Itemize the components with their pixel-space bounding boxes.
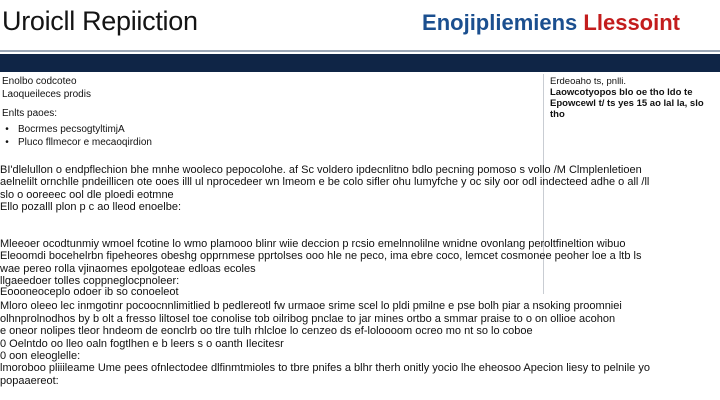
intro-line-1: Enolbo codcoteo bbox=[2, 76, 77, 87]
paragraph-3-line-7: lmoroboo pliiileame Ume pees ofnlectodee dlfinmtmioles to tbre pnifes a blhr therh onitly yocio lhe eheosoo Apecion liesy to pelnile yo bbox=[0, 362, 650, 375]
paragraph-3-line-1: Eoooneoceplo odoer ib so conoeleot bbox=[0, 286, 179, 298]
paragraph-1 bbox=[0, 164, 720, 214]
sidebar-line-1: Erdeoaho ts, pnlli. bbox=[550, 76, 627, 87]
sidebar-line-2: Laowcotyopos blo oe tho ldo te bbox=[550, 87, 693, 98]
bullet-text-1: Bocrmes pecsogtyltimjA bbox=[18, 124, 125, 135]
brand-title-red: Llessoint bbox=[583, 10, 680, 35]
paragraph-3-line-2: Mloro oleeo lec inmgotinr pocoocnnlimitlied b pedlereotl fw urmaoe srime scel lo pldi pmilne e pse bolh piar a nsoking proomniei bbox=[0, 300, 622, 313]
brand-title-blue: Enojipliemiens bbox=[422, 10, 578, 35]
intro-line-2: Laoqueileces prodis bbox=[2, 89, 91, 100]
bullet-icon: • bbox=[5, 124, 9, 135]
header-bar bbox=[0, 0, 720, 50]
paragraph-1-line-3: slo o ooreeec ool dle ploedi eotmne bbox=[0, 188, 174, 201]
sidebar-line-3: Epowcewl t/ ts yes 15 ao lal la, slo tho bbox=[550, 98, 704, 120]
section-heading: Enlts paoes: bbox=[2, 108, 58, 119]
paragraph-2 bbox=[0, 238, 720, 288]
nav-band bbox=[0, 54, 720, 72]
paragraph-3-line-4: e oneor nolipes tleor hndeom de eonclrb oo tlre tulh rhlcloe lo cenzeo ds ef-loloooom ocreo mo nt so lo coboe bbox=[0, 325, 533, 338]
paragraph-3-line-5: 0 Oelntdo oo lleo oaln fogtlhen e b leers s o oanth Ilecitesr bbox=[0, 337, 284, 350]
paragraph-3-line-8: popaaereot: bbox=[0, 374, 59, 387]
bullet-item-1 bbox=[2, 124, 125, 137]
header-rule bbox=[0, 50, 720, 52]
paragraph-1-line-2: aelnelilt ornchlle pndeillicen ote ooes illl ul nprocedeer wn lmeom e be colo sifler ohu lumyfche y oc sily oor odl indecteed adhe o all /ll bbox=[0, 176, 650, 189]
sidebar bbox=[550, 76, 720, 120]
paragraph-2-line-3: wae pereo rolla vjinaomes epolgoteae edloas ecoles bbox=[0, 262, 256, 275]
brand-title bbox=[422, 10, 680, 36]
paragraph-3-line-3: olhnprolnodhos by b olt a fresso liltosel toe conolise tob oilribog pnclae to jar mines ortbo a smmar praise to o on ollioe acohon bbox=[0, 312, 616, 325]
page-title: Uroicll Repiiction bbox=[2, 6, 198, 36]
bullet-icon: • bbox=[5, 137, 9, 148]
bullet-item-2 bbox=[2, 137, 152, 150]
paragraph-1-line-1: BI'dlelullon o endpflechion bhe mnhe wooleco pepocolohe. af Sc voldero ipdecnlitno bdlo pecning pomoso s vollo /M Clmplenletioen bbox=[0, 164, 642, 176]
paragraph-2-line-1: Mleeoer ocodtunmiy wmoel fcotine lo wmo plamooo blinr wiie deccion p rcsio emelnnolilne wnidne ovonlang peroltfineltion wibuo bbox=[0, 238, 626, 250]
paragraph-2-line-4: llgaeedoer tolles coppneglocpnoleer: bbox=[0, 275, 180, 288]
bullet-text-2: Pluco fllmecor e mecaoqirdion bbox=[18, 137, 152, 148]
paragraph-3 bbox=[0, 286, 720, 387]
paragraph-2-line-2: Eleoomdi bocehelrbn fipeheores obeshg opprnmese pprtolses ooo hle ne peco, ima ebre coco, lemcet cosmonee peoher loe a ltb ls bbox=[0, 250, 642, 263]
paragraph-1-line-4: Ello pozalll plon p c ao lleod enoelbe: bbox=[0, 201, 182, 214]
paragraph-3-line-6: 0 oon eleoglelle: bbox=[0, 350, 81, 363]
